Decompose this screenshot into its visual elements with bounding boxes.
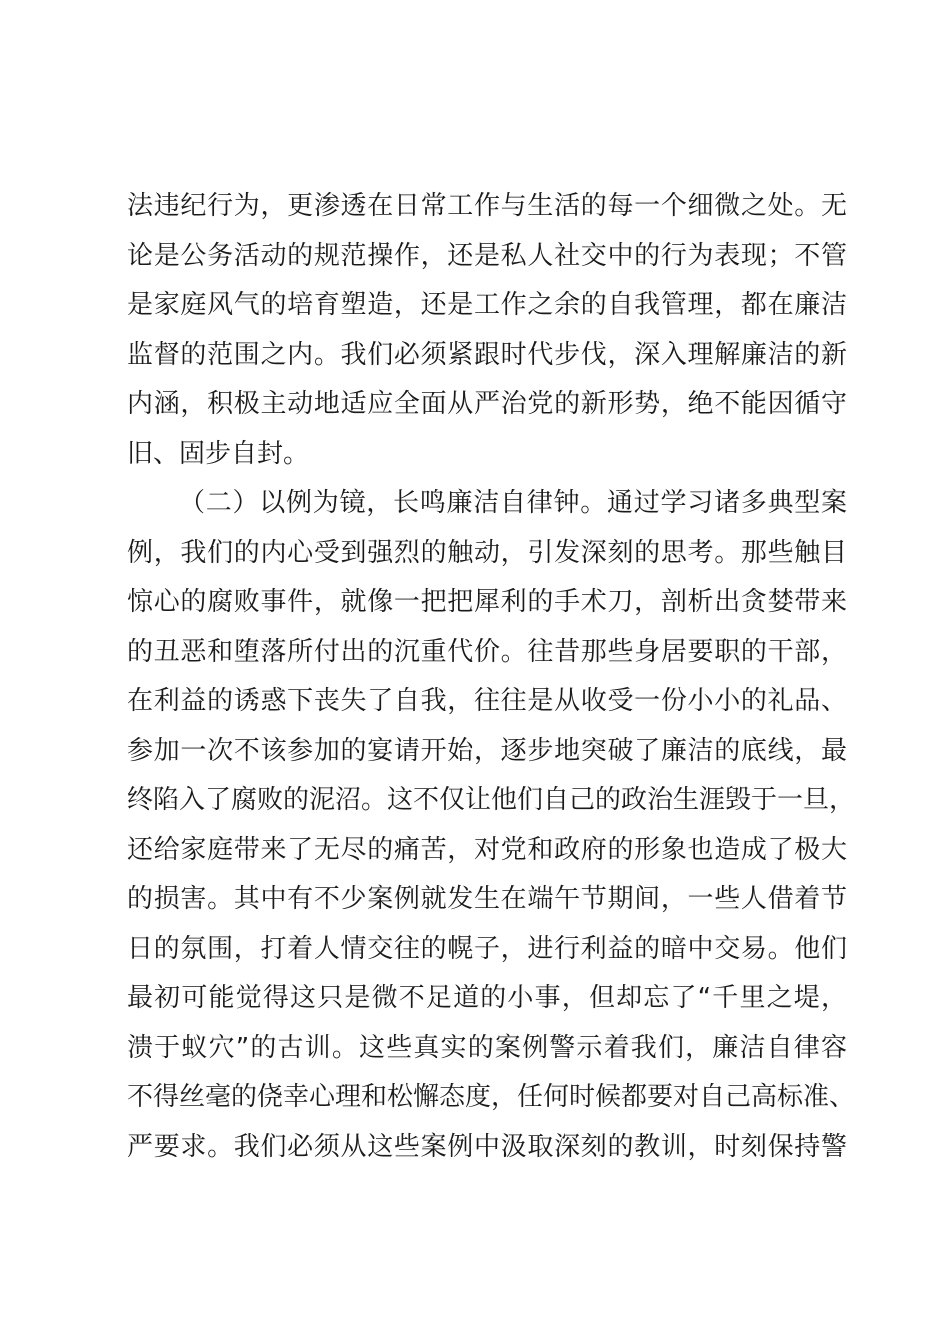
text-line: 惊心的腐败事件，就像一把把犀利的手术刀，剖析出贪婪带来	[127, 587, 847, 617]
paragraph-2	[127, 479, 856, 1172]
text-line: （二）以例为镜，长鸣廉洁自律钟。通过学习诸多典型案	[179, 488, 847, 518]
text-line: 日的氛围，打着人情交往的幌子，进行利益的暗中交易。他们	[127, 933, 847, 964]
text-line: 论是公务活动的规范操作，还是私人社交中的行为表现；不管	[127, 240, 847, 271]
text-line: 还给家庭带来了无尽的痛苦，对党和政府的形象也造成了极大	[127, 834, 847, 865]
text-line: 的损害。其中有不少案例就发生在端午节期间，一些人借着节	[127, 884, 847, 914]
text-line: 是家庭风气的培育塑造，还是工作之余的自我管理，都在廉洁	[127, 290, 847, 320]
text-line: 旧、固步自封。	[127, 438, 310, 469]
text-line: 监督的范围之内。我们必须紧跟时代步伐，深入理解廉洁的新	[127, 339, 847, 370]
text-line: 的丑恶和堕落所付出的沉重代价。往昔那些身居要职的干部，	[127, 636, 847, 667]
text-line: 法违纪行为，更渗透在日常工作与生活的每一个细微之处。无	[127, 191, 847, 221]
text-line: 最初可能觉得这只是微不足道的小事，但却忘了“千里之堤，	[127, 983, 847, 1013]
text-line: 严要求。我们必须从这些案例中汲取深刻的教训，时刻保持警	[127, 1131, 847, 1162]
text-line: 在利益的诱惑下丧失了自我，往往是从收受一份小小的礼品、	[127, 686, 847, 716]
paragraph-1	[127, 182, 847, 479]
text-line: 内涵，积极主动地适应全面从严治党的新形势，绝不能因循守	[127, 389, 847, 419]
text-line: 终陷入了腐败的泥沼。这不仅让他们自己的政治生涯毁于一旦，	[127, 785, 856, 815]
body-text	[127, 182, 856, 1172]
text-line: 溃于蚁穴”的古训。这些真实的案例警示着我们，廉洁自律容	[127, 1032, 847, 1063]
text-line: 不得丝毫的侥幸心理和松懈态度，任何时候都要对自己高标准、	[127, 1082, 856, 1112]
text-line: 参加一次不该参加的宴请开始，逐步地突破了廉洁的底线，最	[127, 735, 847, 766]
text-line: 例，我们的内心受到强烈的触动，引发深刻的思考。那些触目	[127, 537, 847, 568]
